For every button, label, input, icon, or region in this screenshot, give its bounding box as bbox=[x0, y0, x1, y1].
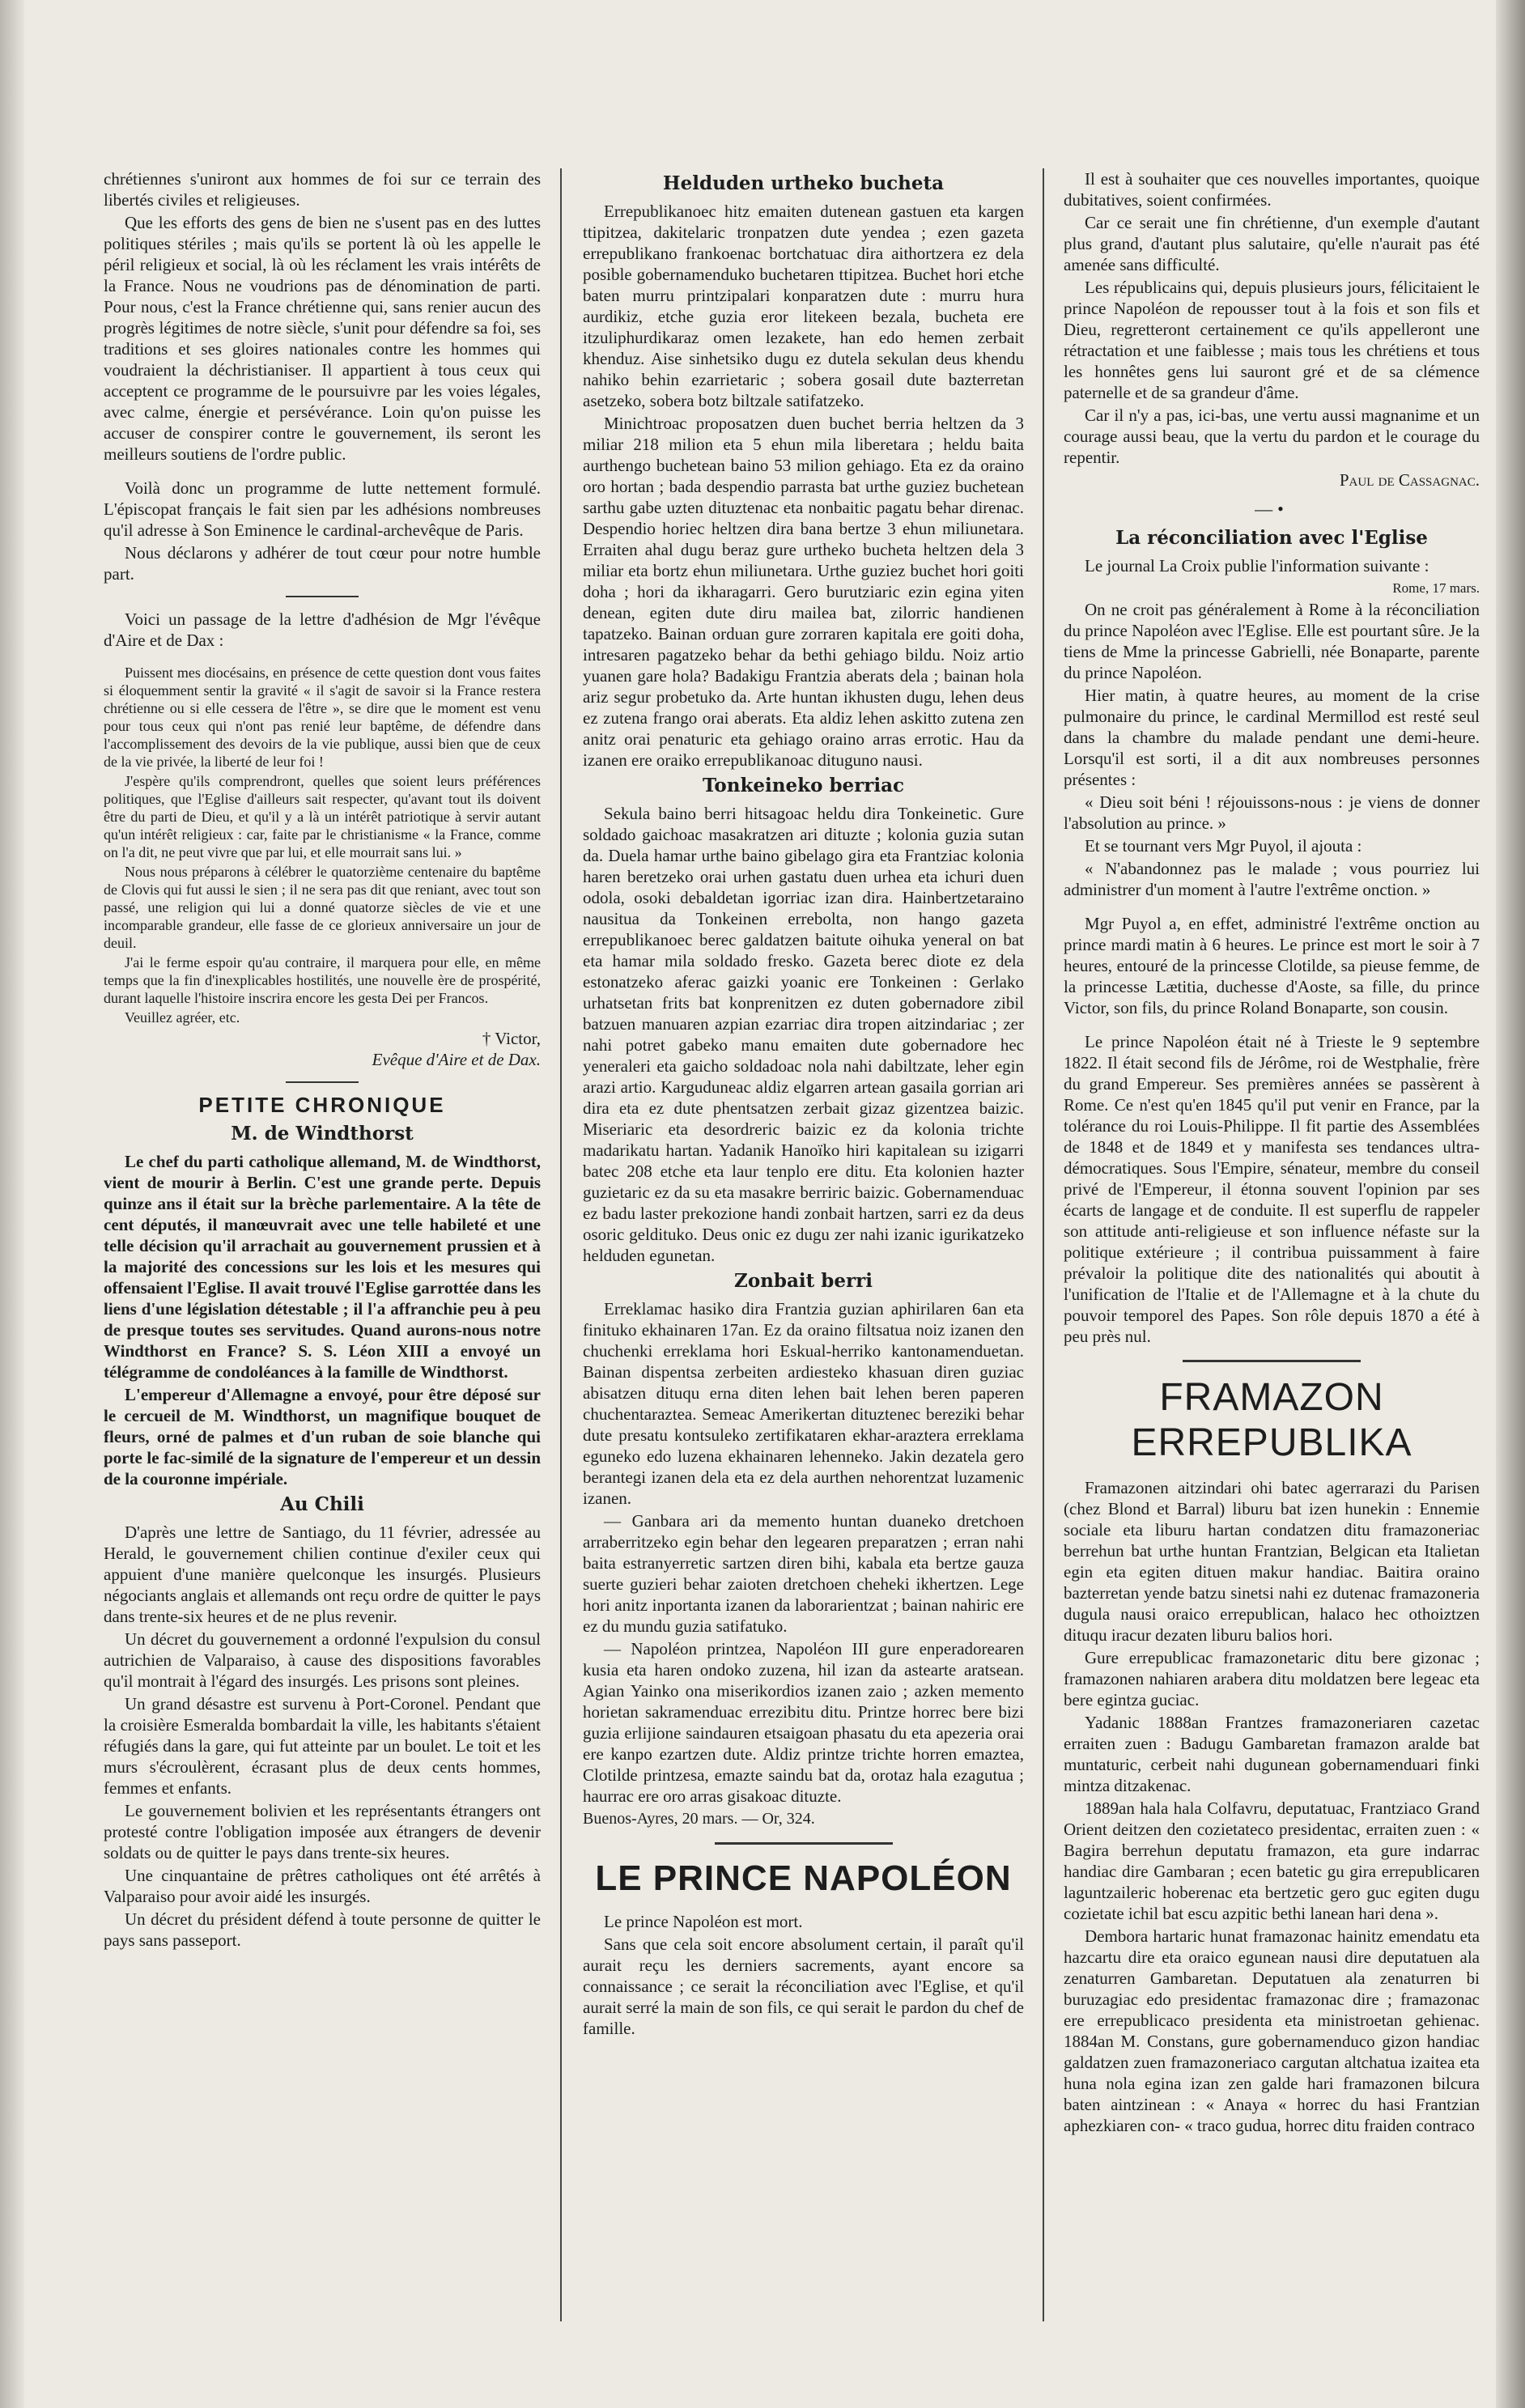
paragraph: L'empereur d'Allemagne a envoyé, pour être déposé sur le cercueil de M. Windthorst, un magnifique bouquet de fleurs, orné de palmes et d'un ruban de soie blanche qui porte le fac-similé de la signature de l'empereur et un dessin de la couronne impériale. bbox=[104, 1385, 541, 1489]
separator bbox=[1183, 1360, 1361, 1362]
article-title: M. de Windthorst bbox=[231, 1123, 414, 1145]
paragraph: Gure errepublicac framazonetaric ditu bere gizonac ; framazonen nahiaren arabera ditu moldatzen bere legeac eta bere egintza guciac. bbox=[1064, 1648, 1480, 1709]
headline: LE PRINCE NAPOLÉON bbox=[595, 1858, 1012, 1898]
paragraph: Le gouvernement bolivien et les représentants étrangers ont protesté contre l'obligation imposée aux étrangers de devenir soldats ou de quitter le pays dans trente-six heures. bbox=[104, 1801, 541, 1862]
separator bbox=[715, 1842, 893, 1845]
paragraph: Minichtroac proposatzen duen buchet berria heltzen da 3 miliar 218 milion eta 5 ehun mila liberetara ; heldu baita aurthengo buchetean baino 53 milion gehiago. Eta ez da oraino oro hortan ; bada despendio parrasta bat urthe guziez buchetean sarthu gabe uzten dituztenac eta nonbaitic pagatu behar direnac. Despendio horiec heltzen dira bana bertze 3 ehun miliunetara. Erraiten ahal dugu beraz gure urtheko bucheta heltzen dela 3 miliar eta bortz ehun miliunetara. Urthe guziez buchet hori goiti doha ; hori da ikharagarri. Gero burutziaric ezin egina yiten denean, egiten dute diru mailea bat, zilorric handienen tapatzeko. Bainan orduan gure zorraren kapitala ere goiti doha, intresaren pagatzeko behar da bethi gehiago bildu. Noiz artio yuanen gare hola? Badakigu Frantzia aberats dela ; bainan hola ariz segur probetuko da. Arte huntan ikhusten dugu, lehen deus ez zutena frango orai aberats. Eta aldiz lehen askitto zutena zen anitz orai penaturic eta gehiago oraino arras errotic. Hau da izanen ere oraiko errepublikanoac dituguno nausi. bbox=[583, 414, 1024, 770]
paragraph: Le journal La Croix publie l'information suivante : bbox=[1085, 556, 1429, 575]
paragraph: Le prince Napoléon est mort. bbox=[604, 1912, 803, 1931]
signature-title: Evêque d'Aire et de Dax. bbox=[372, 1050, 541, 1069]
paragraph: Et se tournant vers Mgr Puyol, il ajouta : bbox=[1085, 836, 1362, 856]
author-signature: Paul de Cassagnac. bbox=[1339, 470, 1480, 490]
page-edge-right bbox=[1496, 0, 1525, 2408]
article-title: La réconciliation avec l'Eglise bbox=[1115, 527, 1428, 549]
paragraph: J'espère qu'ils comprendront, quelles que soient leurs préférences politiques, que l'Eglise d'ailleurs sait respecter, qu'avant tout ils doivent être du parti de Dieu, et qu'il y a là un intérêt patriotique à servir autant qu'un intérêt religieux : car, faite par le christianisme « la France, comme on l'a dit, ne peut vivre que par lui, et elle mourrait sans lui. » bbox=[104, 773, 541, 860]
paragraph: Sans que cela soit encore absolument certain, il paraît qu'il aurait reçu les derniers sacrements, ayant encore sa connaissance ; ce serait la réconciliation avec l'Eglise, et qu'il aurait serré la main de son fils, ce qui serait le pardon du chef de famille. bbox=[583, 1934, 1024, 2038]
paragraph: Car ce serait une fin chrétienne, d'un exemple d'autant plus grand, d'autant plus salutaire, qu'elle n'aurait pas été amenée sans difficulté. bbox=[1064, 213, 1480, 274]
paragraph: Dembora hartaric hunat framazonac hainitz emendatu eta hazcartu dire eta oraico egunean nausi dire deputatuen ala zenaturren Gambaretan. Deputatuen ala zenaturren bi buruzagiac edo presidentac framazonac dire ; framazonac ere errepublicaco presidenta eta ministroetan gehienac. 1884an M. Constans, gure gobernamenduco gizon handiac galdatzen zuen framazoneriaco cargutan altchatua izaitea eta huna nola egina izan zen galde hari framazonen bilcura baten aintzinean : « Anaya « horrec du hasi Frantzian aphezkiaren con- « traco gudua, horrec ditu fraiden contraco bbox=[1064, 1926, 1480, 2135]
paragraph: Yadanic 1888an Frantzes framazoneriaren cazetac erraiten zuen : Badugu Gambaretan framazon aralde bat muntaturic, cerbeit nahi dugunean gobernamenduari finki mintza ditzakenac. bbox=[1064, 1713, 1480, 1795]
paragraph: Car il n'y a pas, ici-bas, une vertu aussi magnanime et un courage aussi beau, que la vertu du pardon et le courage du repentir. bbox=[1064, 406, 1480, 467]
paragraph: On ne croit pas généralement à Rome à la réconciliation du prince Napoléon avec l'Eglise. Elle est pourtant sûre. Je la tiens de Mme la princesse Gabrielli, née Bonaparte, parente du prince Napoléon. bbox=[1064, 600, 1480, 682]
windthorst-article bbox=[104, 1151, 541, 1489]
letter-intro: Voici un passage de la lettre d'adhésion de Mgr l'évêque d'Aire et de Dax : bbox=[104, 609, 541, 650]
column-2 bbox=[583, 168, 1024, 2354]
separator bbox=[286, 596, 359, 597]
paragraph: Puissent mes diocésains, en présence de cette question dont vous faites si éloquemment sentir la gravité « il s'agit de savoir si la France restera chrétienne ou si elle cessera de l'être », se dire que le moment est venu pour tous ceux qui n'ont pas renié leur baptême, de défendre dans l'accomplissement des devoirs de la vie publique, aussi bien que de ceux de la vie privée, la liberté de leur foi ! bbox=[104, 665, 541, 770]
headline: FRAMAZON ERREPUBLIKA bbox=[1131, 1376, 1412, 1464]
bishop-letter bbox=[104, 664, 541, 1026]
market-line: Buenos-Ayres, 20 mars. — Or, 324. bbox=[583, 1810, 815, 1828]
paragraph: D'après une lettre de Santiago, du 11 février, adressée au Herald, le gouvernement chilien continue d'exiler ceux qui appuient d'une manière quelconque les insurgés. Plusieurs négociants anglais et allemands ont reçu ordre de quitter le pays dans trente-six heures et de ne plus revenir. bbox=[104, 1523, 541, 1626]
separator: —• bbox=[1255, 499, 1289, 519]
article-title: Zonbait berri bbox=[734, 1270, 873, 1292]
signature: † Victor, bbox=[482, 1029, 541, 1048]
paragraph: Voilà donc un programme de lutte nettement formulé. L'épiscopat français le fait sien par les adhésions nombreuses qu'il adresse à Son Eminence le cardinal-archevêque de Paris. bbox=[104, 478, 541, 540]
paragraph: Les républicains qui, depuis plusieurs jours, félicitaient le prince Napoléon de repousser tout à la fois et son fils et Dieu, regretteront certainement ce qu'ils appelleront une rétractation et une faiblesse ; mais tous les chrétiens et tous les honnêtes gens lui sauront gré et de sa clémence paternelle et de sa grandeur d'âme. bbox=[1064, 278, 1480, 402]
paragraph: Que les efforts des gens de bien ne s'usent pas en des luttes politiques stériles ; mais qu'ils se portent là où les appelle le péril religieux et social, là où les réclament les vrais intérêts de la France. Nous ne voudrions pas de dénomination de parti. Pour nous, c'est la France chrétienne qui, sans renier aucun des progrès légitimes de notre siècle, s'unit pour défendre sa foi, ses traditions et ses gloires nationales contre les hommes qui voudraient la déchristianiser. Il appartient à tous ceux qui acceptent ce programme de le poursuivre par les voies légales, avec calme, énergie et persévérance. Loin qu'on puisse les accuser de conspirer contre le gouvernement, ils seront les meilleurs soutiens de l'ordre public. bbox=[104, 213, 541, 464]
paragraph: Nous nous préparons à célébrer le quatorzième centenaire du baptême de Clovis qui fut aussi le sien ; il ne sera pas dit que reniant, avec tout son passé, une religion qui lui a donné quatorze siècles de vie et une incomparable grandeur, elle fasse de ce glorieux anniversaire un jour de deuil. bbox=[104, 864, 541, 951]
paragraph: Un grand désastre est survenu à Port-Coronel. Pendant que la croisière Esmeralda bombardait la ville, les habitants s'étaient réfugiés dans la gare, qui fut atteinte par un boulet. Le toit et les murs s'écroulèrent, écrasant plus de deux cents hommes, femmes et enfants. bbox=[104, 1694, 541, 1798]
paragraph: « Dieu soit béni ! réjouissons-nous : je viens de donner l'absolution au prince. » bbox=[1064, 792, 1480, 833]
dateline: Rome, 17 mars. bbox=[1392, 580, 1480, 596]
paragraph: chrétiennes s'uniront aux hommes de foi sur ce terrain des libertés civiles et religieuses. bbox=[104, 169, 541, 210]
paragraph: « N'abandonnez pas le malade ; vous pourriez lui administrer d'un moment à l'autre l'extrême onction. » bbox=[1064, 859, 1480, 899]
newspaper-page bbox=[104, 168, 1480, 2354]
paragraph: Mgr Puyol a, en effet, administré l'extrême onction au prince mardi matin à 6 heures. Le prince est mort le soir à 7 heures, entouré de la princesse Clotilde, sa pieuse femme, de la princesse Lætitia, duchesse d'Aoste, sa fille, du prince Victor, son fils, du prince Roland Bonaparte, son cousin. bbox=[1064, 914, 1480, 1017]
paragraph: J'ai le ferme espoir qu'au contraire, il marquera pour elle, en même temps que la fin d'inexplicables hostilités, une nouvelle ère de prospérité, durant laquelle l'histoire inscrira encore les gesta Dei per Francos. bbox=[104, 954, 541, 1006]
column-rule-1 bbox=[560, 168, 562, 2321]
column-1 bbox=[104, 168, 541, 2354]
article-title: Au Chili bbox=[280, 1493, 364, 1515]
paragraph: Erreklamac hasiko dira Frantzia guzian aphirilaren 6an eta finituko ekhainaren 17an. Ez da oraino filtsatua noiz izanen den chuchenki erreklama hori Eskual-herriko kantonamenduetan. Bainan dispentsa zerbeiten ardiesteko khasuan diren guziac abisatzen dituqu erna diten lehen bait lehen beren paperen chuchentaraztea. Semeac Amerikertan dituztenec bereziki behar dute presatu kontsuleko zertifikataren ekhar-araztera erreklama eguneko edo luzena ekhainaren lehenneko. Jakin dezatela gero berantegi izanen dela eta ez dela aurthen nehorentzat luzamenic izanen. bbox=[583, 1299, 1024, 1508]
paragraph: Errepublikanoec hitz emaiten dutenean gastuen eta kargen ttipitzea, dakitelaric tronpatzen dute yendea ; ezen gazeta errepublikano frankoenac bortchatuac dira aithortzera ez dela posible gobernamenduko buchetaren ttipitzea. Buchet hori etche baten murru printzipalari konparatzen dute : murru hura aurdikiz, etche guzia eror litekeen bezala, bucheta ere itzuliphurdikaraz omen lezakete, han edo hemen zerbait khenduz. Aise sinhetsiko dugu ez dutela sekulan deus khendu nahiko behin ezarrietaric ; sobera gosail dute bazterretan asetzeko, sobera botz biltzale satifatzeko. bbox=[583, 202, 1024, 410]
paragraph: Le prince Napoléon était né à Trieste le 9 septembre 1822. Il était second fils de Jérôme, roi de Westphalie, frère du grand Empereur. Ses premières années se passèrent à Rome. Ce n'est qu'en 1845 qu'il put venir en France, par la tolérance du roi Louis-Philippe. Il fit partie des Assemblées de 1848 et de 1849 et y manifesta ses tendances ultra-démocratiques. Sous l'Empire, sénateur, membre du conseil privé de l'Empereur, il étonna souvent l'opinion par ses écarts de langage et de conduite. Il est superflu de rappeler son attitude anti-religieuse et son influence néfaste sur la politique extérieure ; il contribua puissamment à faire prévaloir la politique dite des nationalités qui aboutit à l'unification de l'Italie et de l'Allemagne et à la chute du pouvoir temporel des Papes. Son rôle depuis 1870 a été à peu près nul. bbox=[1064, 1032, 1480, 1346]
paragraph: — Ganbara ari da memento huntan duaneko dretchoen arraberritzeko egin behar den legearen preparatzen ; erran nahi baita estranyerretic sartzen diren bihi, kabala eta bertze gauza suerte guzieri behar zaioten dretchoen cheheki ikhertzen. Lege hori anitz inportanta izanen da laborarientzat ; bainan nahiric ere ez du mundu guzia satifatuko. bbox=[583, 1511, 1024, 1636]
paragraph: Nous déclarons y adhérer de tout cœur pour notre humble part. bbox=[104, 543, 541, 584]
article-title: Helduden urtheko bucheta bbox=[662, 172, 945, 194]
separator bbox=[286, 1081, 359, 1083]
paragraph: Hier matin, à quatre heures, au moment de la crise pulmonaire du prince, le cardinal Mermillod est resté seul dans la chambre du malade pendant une demi-heure. Lorsqu'il est sorti, il a dit aux nombreuses personnes présentes : bbox=[1064, 686, 1480, 789]
column-rule-2 bbox=[1043, 168, 1044, 2321]
paragraph: Veuillez agréer, etc. bbox=[125, 1009, 240, 1026]
page-edge-left bbox=[0, 0, 24, 2408]
column-3 bbox=[1064, 168, 1480, 2354]
paragraph: Une cinquantaine de prêtres catholiques ont été arrêtés à Valparaiso pour avoir aidé les insurgés. bbox=[104, 1866, 541, 1906]
paragraph: Framazonen aitzindari ohi batec agerrarazi du Parisen (chez Blond et Barral) liburu bat izen hunekin : Ennemie sociale eta liburu hartan condatzen ditu framazoneriac berrehun bat urthe huntan Frantzian, Belgican eta Italietan egin eta egiten dituen makur handiac. Baitira oraino bazterretan yende batzu sinetsi nahi ez dutenac framazoneria dugula nausi oraico errepublican, halaco hec othoiztzen dituqu iracur dezaten liburu balios hori. bbox=[1064, 1478, 1480, 1645]
paragraph: Un décret du président défend à toute personne de quitter le pays sans passeport. bbox=[104, 1909, 541, 1950]
paragraph: Un décret du gouvernement a ordonné l'expulsion du consul autrichien de Valparaiso, à cause des dispositions favorables qu'il montrait à l'égard des insurgés. Les prisons sont pleines. bbox=[104, 1629, 541, 1691]
paragraph: 1889an hala hala Colfavru, deputatuac, Frantziaco Grand Orient deitzen den cozietateco presidentac, erraiten zuen : « Bagira berrehun deputatu framazon, eta gure indarrac handiac dire Gambaran ; ecen batetic gu gira errepublicaren laguntzaileric hoberenac eta bertzetic gero guc egiten dugu cozietatе ichil bat escu azpitic bethi lanean hari dena ». bbox=[1064, 1799, 1480, 1923]
section-title: PETITE CHRONIQUE bbox=[198, 1093, 446, 1117]
paragraph: Sekula baino berri hitsagoac heldu dira Tonkeinetic. Gure soldado gaichoac masakratzen ari dituzte ; kolonia guzia sutan da. Duela hamar urthe baino gibelago gira eta Frantziac kolonia haren beretzeko orai urhen gastatu duen urhea eta ichuri duen odola, osoki debaldetan igorriac izan dira. Hainbertzetaraino nausitua da Tonkeinen errebolta, non hango gazeta errepublikanoec berec galdatzen baitute oihuka yeneral on bat eta hamar mila soldado fresko. Gazeta berec diote ez dela estonatzeko aferac gaizki yoanic ere Tonkeinen : Gerlako urhatsetan frits bat konprenitzen ez duten gobernadore zibil batzuen manuaren azpian ezarriac dira tropen aitzindariac ; zer nahi potret gabeko manu emaiten dute gobernadore hec yeneraleri eta gaicho soldadoac nola nahi dabiltzate, leher egin arazi artio. Karguduneac aldiz elgarren artean gasaila gorrian ari dira eta ez dute phentsatzen zerbait gizaz gizentzea baizic. Miseriaric eta desordreric baizic ez da kolonia trichte madarikatu hartan. Yadanik Hanoïko hiri kapitalean su izigarri batec 208 etche eta laur tenplo ere ditu. Eta kolonien hazter guzietaric ez da su eta masakre berriric baizic. Gobernamenduac ez badu laster prekozione handi zonbait hartzen, sarri ez da deus osoric geldituko. Deus onic ez dugu zer nahi izanic igurikatzeko helduden egunetan. bbox=[583, 804, 1024, 1265]
paragraph: — Napoléon printzea, Napoléon III gure enperadorearen kusia eta haren ondoko zuzena, hil izan da astearte aratsean. Agian Yainko ona miserikordios izanen zaio ; azken memento horietan sakramenduac errezibitu ditu. Printze horrec bere bizi guzia erlijione saindauren etsaigoan phasatu du eta apezeria orai ere kanpo ezartzen dute. Aldiz printze trichte horren emaztea, Clotilde printzesa, emazte saindu bat da, orotaz hala ezagutua ; haurrac ere oro arras gisakoac dituzte. bbox=[583, 1639, 1024, 1806]
paragraph: Le chef du parti catholique allemand, M. de Windthorst, vient de mourir à Berlin. C'est une grande perte. Depuis quinze ans il était sur la brèche parlementaire. A la tête de cent députés, il manœuvrait avec une telle habileté et une telle décision qu'il arrachait au gouvernement prussien et à la majorité des concessions sur les lois et les mesures qui offensaient l'Eglise. Il avait trouvé l'Eglise garrottée dans les liens d'une législation détestable ; il l'a affranchie peu à peu de presque toutes ses servitudes. Quand aurons-nous notre Windthorst en France? S. S. Léon XIII a envoyé un télégramme de condoléances à la famille de Windthorst. bbox=[104, 1152, 541, 1382]
paragraph: Il est à souhaiter que ces nouvelles importantes, quoique dubitatives, soient confirmées. bbox=[1064, 169, 1480, 210]
article-title: Tonkeineko berriac bbox=[702, 775, 905, 796]
